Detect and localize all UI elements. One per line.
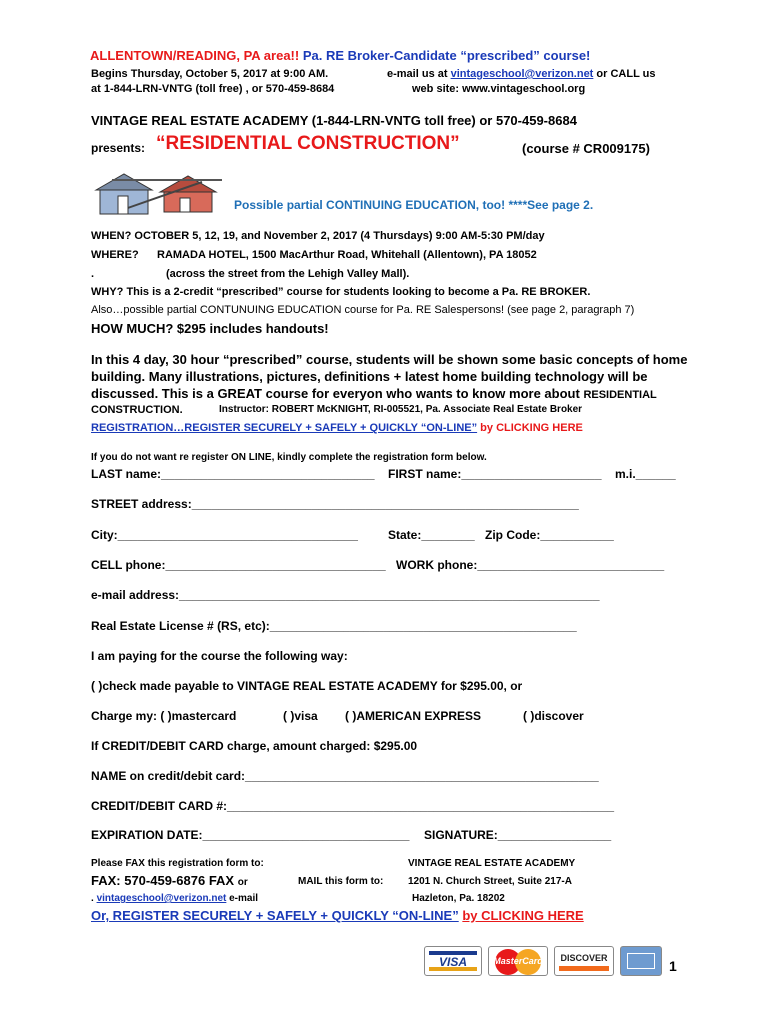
card-number-field[interactable]: CREDIT/DEBIT CARD #:__________________________________________________________	[91, 799, 615, 813]
how-much-line: HOW MUCH? $295 includes handouts!	[91, 321, 329, 336]
work-phone-field[interactable]: WORK phone:____________________________	[396, 558, 665, 572]
mastercard-option[interactable]: Charge my: ( )mastercard	[91, 709, 237, 723]
footer-email-link[interactable]: vintageschool@verizon.net	[96, 893, 227, 904]
last-name-field[interactable]: LAST name:________________________________	[91, 467, 375, 481]
mi-field[interactable]: m.i.______	[615, 467, 676, 481]
clicking-here-link[interactable]: by CLICKING HERE	[480, 422, 583, 434]
check-option[interactable]: ( )check made payable to VINTAGE REAL ESTATE ACADEMY for $295.00, or	[91, 679, 523, 693]
instructor-line: Instructor: ROBERT McKNIGHT, RI-005521, Pa. Associate Real Estate Broker	[219, 404, 583, 415]
why-line: WHY? This is a 2-credit “prescribed” course for students looking to become a Pa. RE BROKER.	[91, 286, 591, 298]
construction-illustration-icon	[92, 170, 232, 220]
footer-register-link[interactable]: Or, REGISTER SECURELY + SAFELY + QUICKLY “ON-LINE”	[91, 908, 459, 923]
mail-address-1: VINTAGE REAL ESTATE ACADEMY	[408, 858, 576, 869]
amount-charged: If CREDIT/DEBIT CARD charge, amount charged: $295.00	[91, 739, 418, 753]
email-line: e-mail us at vintageschool@verizon.net or CALL us	[387, 68, 656, 80]
discover-logo-icon: DISCOVER	[554, 946, 614, 976]
fax-number: FAX: 570-459-6876 FAX or	[91, 873, 248, 888]
academy-line: VINTAGE REAL ESTATE ACADEMY (1-844-LRN-VNTG toll free) or 570-459-8684	[91, 113, 577, 128]
mastercard-logo-icon: MasterCard	[488, 946, 548, 976]
description-line-4: CONSTRUCTION.	[91, 404, 183, 416]
email-field[interactable]: e-mail address:_______________________________________________________________	[91, 588, 600, 602]
where-label: WHERE?	[91, 249, 139, 261]
mail-label: MAIL this form to:	[298, 876, 384, 887]
description-line-1: In this 4 day, 30 hour “prescribed” course, students will be shown some basic concepts of home	[91, 352, 688, 367]
signature-field[interactable]: SIGNATURE:_________________	[424, 828, 612, 842]
header-region: ALLENTOWN/READING, PA area!!	[90, 48, 300, 63]
first-name-field[interactable]: FIRST name:_____________________	[388, 467, 602, 481]
course-number: (course # CR009175)	[522, 141, 650, 156]
discover-option[interactable]: ( )discover	[523, 709, 584, 723]
where-dot: .	[91, 268, 95, 280]
visa-option[interactable]: ( )visa	[283, 709, 318, 723]
fax-intro: Please FAX this registration form to:	[91, 858, 264, 869]
mail-address-2: 1201 N. Church Street, Suite 217-A	[408, 876, 572, 887]
header-course-type: Pa. RE Broker-Candidate “prescribed” course!	[302, 48, 591, 63]
footer-email-line: . vintageschool@verizon.net e-mail	[91, 893, 259, 904]
name-on-card-field[interactable]: NAME on credit/debit card:_____________________________________________________	[91, 769, 599, 783]
across-line: (across the street from the Lehigh Valley Mall).	[166, 268, 410, 280]
header-title	[90, 48, 590, 63]
state-field[interactable]: State:________	[388, 528, 475, 542]
expiration-field[interactable]: EXPIRATION DATE:_______________________________	[91, 828, 410, 842]
zip-field[interactable]: Zip Code:___________	[485, 528, 614, 542]
street-field[interactable]: STREET address:__________________________________________________________	[91, 497, 579, 511]
registration-link[interactable]: REGISTRATION…REGISTER SECURELY + SAFELY + QUICKLY “ON-LINE”	[91, 422, 478, 434]
cell-phone-field[interactable]: CELL phone:_________________________________	[91, 558, 386, 572]
also-line: Also…possible partial CONTUNUING EDUCATION course for Pa. RE Salespersons! (see page 2, paragraph 7)	[91, 304, 635, 316]
amex-logo-icon	[620, 946, 662, 976]
description-line-2: building. Many illustrations, pictures, definitions + latest home building technology will be	[91, 369, 648, 384]
mail-address-3: Hazleton, Pa. 18202	[412, 893, 505, 904]
paying-label: I am paying for the course the following way:	[91, 649, 348, 663]
website-line: web site: www.vintageschool.org	[412, 83, 586, 95]
registration-link-line	[91, 422, 583, 434]
description-line-3: discussed. This is a GREAT course for everyon who wants to know more about RESIDENTIAL	[91, 386, 657, 401]
form-intro: If you do not want re register ON LINE, kindly complete the registration form below.	[91, 452, 487, 463]
city-field[interactable]: City:____________________________________	[91, 528, 358, 542]
where-line: RAMADA HOTEL, 1500 MacArthur Road, Whitehall (Allentown), PA 18052	[157, 249, 537, 261]
amex-option[interactable]: ( )AMERICAN EXPRESS	[345, 709, 482, 723]
continuing-ed-note: Possible partial CONTINUING EDUCATION, too! ****See page 2.	[234, 198, 594, 212]
when-line: WHEN? OCTOBER 5, 12, 19, and November 2, 2017 (4 Thursdays) 9:00 AM-5:30 PM/day	[91, 230, 545, 242]
phone-line: at 1-844-LRN-VNTG (toll free) , or 570-459-8684	[91, 83, 335, 95]
visa-logo-icon: VISA	[424, 946, 482, 976]
license-field[interactable]: Real Estate License # (RS, etc):______________________________________________	[91, 619, 577, 633]
begins-date: Begins Thursday, October 5, 2017 at 9:00 AM.	[91, 68, 329, 80]
footer-clicking-here-link[interactable]: by CLICKING HERE	[462, 908, 584, 923]
footer-register-line	[91, 908, 584, 923]
page-number: 1	[669, 958, 677, 974]
course-title: “RESIDENTIAL CONSTRUCTION”	[156, 133, 460, 154]
header-email-link[interactable]: vintageschool@verizon.net	[450, 68, 594, 80]
presents-label: presents:	[91, 141, 146, 155]
